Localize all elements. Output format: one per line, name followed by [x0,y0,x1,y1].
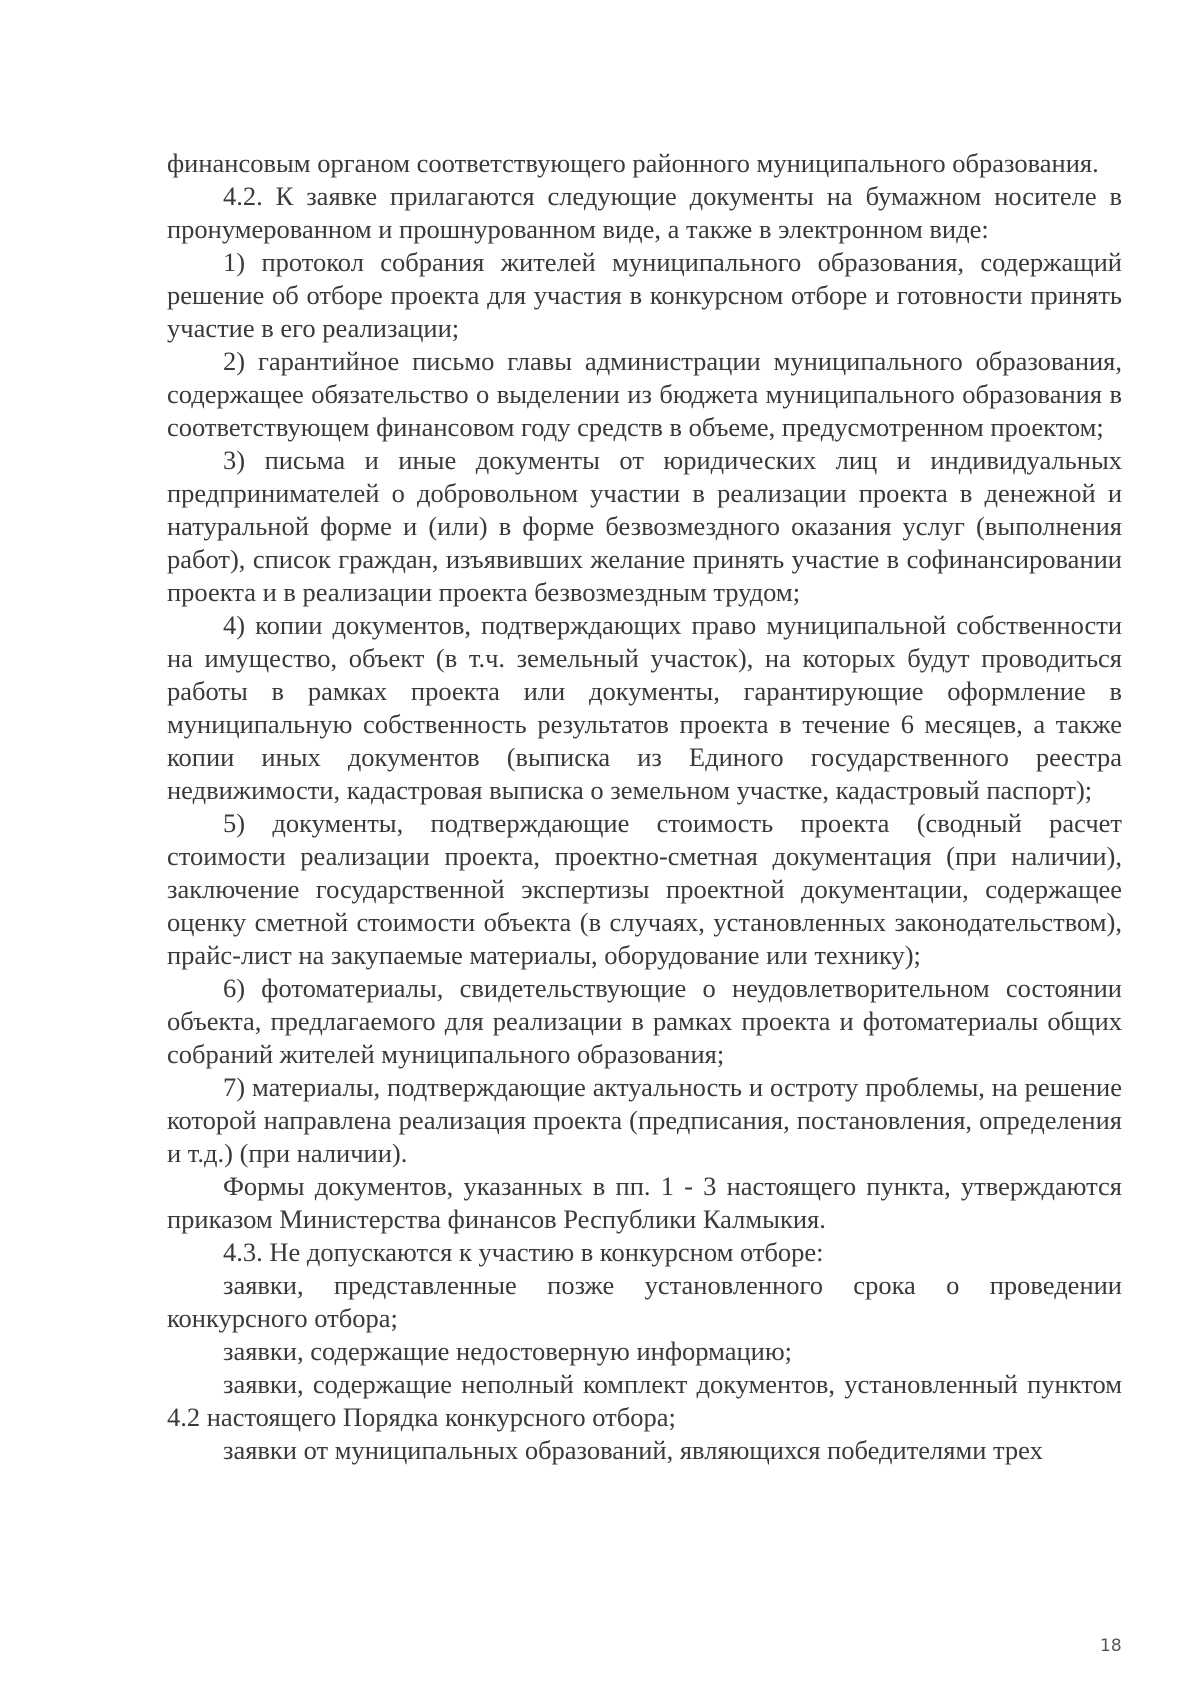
page-number: 18 [1100,1636,1122,1656]
list-item-1: 1) протокол собрания жителей муниципального образования, содержащий решение об отборе проекта для участия в конкурсном отборе и готовности принять участие в его реализации; [167,247,1122,343]
document-body [167,147,1122,1467]
list-item-5: 5) документы, подтверждающие стоимость проекта (сводный расчет стоимости реализации проекта, проектно-сметная документация (при наличии), заключение государственной экспертизы проектной документации, содержащее оценку сметной стоимости объекта (в случаях, установленных законодательством), прайс-лист на закупаемые материалы, оборудование или технику); [167,808,1122,970]
list-item-7: 7) материалы, подтверждающие актуальность и остроту проблемы, на решение которой направлена реализация проекта (предписания, постановления, определения и т.д.) (при наличии). [167,1072,1122,1168]
exclusion-item-winners: заявки от муниципальных образований, являющихся победителями трех [223,1435,1043,1465]
list-item-4: 4) копии документов, подтверждающих право муниципальной собственности на имущество, объект (в т.ч. земельный участок), на которых будут проводиться работы в рамках проекта или документы, гарантирующие оформление в муниципальную собственность результатов проекта в течение 6 месяцев, а также копии иных документов (выписка из Единого государственного реестра недвижимости, кадастровая выписка о земельном участке, кадастровый паспорт); [167,610,1122,805]
exclusion-item-late: заявки, представленные позже установленного срока о проведении конкурсного отбора; [167,1270,1122,1333]
list-item-6: 6) фотоматериалы, свидетельствующие о неудовлетворительном состоянии объекта, предлагаемого для реализации в рамках проекта и фотоматериалы общих собраний жителей муниципального образования; [167,973,1122,1069]
list-item-3: 3) письма и иные документы от юридических лиц и индивидуальных предпринимателей о добровольном участии в реализации проекта в денежной и натуральной форме и (или) в форме безвозмездного оказания услуг (выполнения работ), список граждан, изъявивших желание принять участие в софинансировании проекта и в реализации проекта безвозмездным трудом; [167,445,1122,607]
paragraph-4-3: 4.3. Не допускаются к участию в конкурсном отборе: [223,1237,824,1267]
paragraph-continuation: финансовым органом соответствующего районного муниципального образования. [167,148,1099,178]
paragraph-forms: Формы документов, указанных в пп. 1 - 3 настоящего пункта, утверждаются приказом Министерства финансов Республики Калмыкия. [167,1171,1122,1234]
paragraph-4-2: 4.2. К заявке прилагаются следующие документы на бумажном носителе в пронумерованном и прошнурованном виде, а также в электронном виде: [167,181,1122,244]
exclusion-item-false-info: заявки, содержащие недостоверную информацию; [223,1336,792,1366]
exclusion-item-incomplete: заявки, содержащие неполный комплект документов, установленный пунктом 4.2 настоящего Порядка конкурсного отбора; [167,1369,1122,1432]
list-item-2: 2) гарантийное письмо главы администрации муниципального образования, содержащее обязательство о выделении из бюджета муниципального образования в соответствующем финансовом году средств в объеме, предусмотренном проектом; [167,346,1122,442]
